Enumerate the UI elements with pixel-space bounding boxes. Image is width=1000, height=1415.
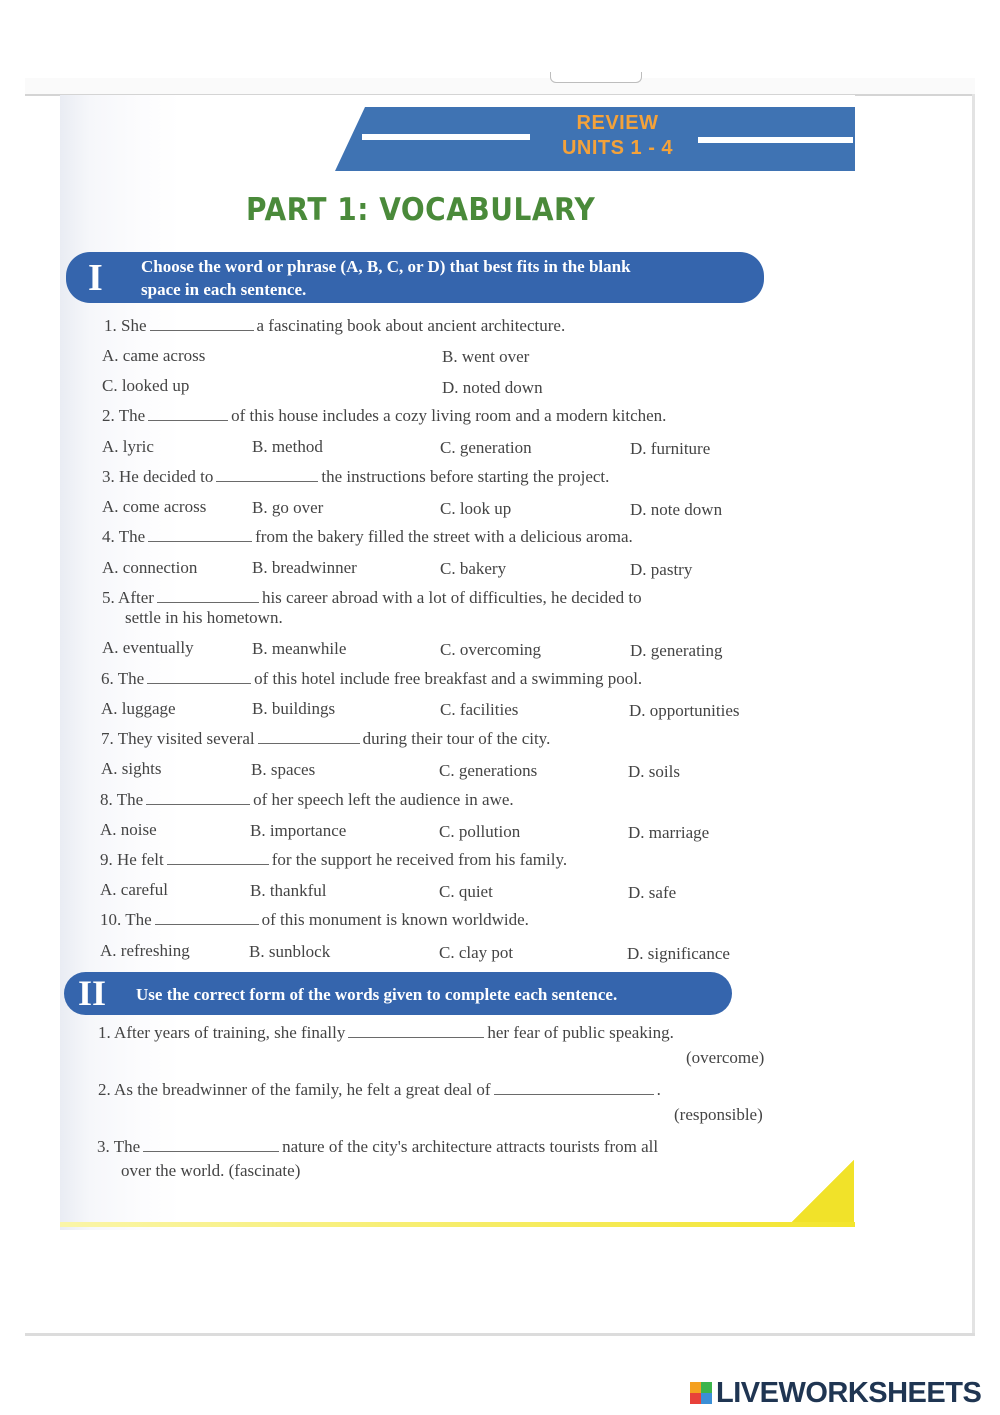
q1-option-b[interactable]: B. went over [442, 347, 530, 366]
s2-question-3-continuation: over the world. (fascinate) [121, 1161, 301, 1180]
page-tab-handle[interactable] [550, 72, 642, 83]
question-7-blank[interactable] [258, 742, 360, 744]
question-10-start: 10. The [100, 910, 152, 929]
s2-question-1-start: 1. After years of training, she finally [98, 1023, 346, 1042]
question-5 [102, 588, 642, 608]
question-5-blank[interactable] [157, 601, 259, 603]
liveworksheets-logo-text: LIVEWORKSHEETS [716, 1376, 982, 1409]
question-9-blank[interactable] [167, 863, 269, 865]
q6-option-c[interactable]: C. facilities [440, 700, 519, 719]
question-2-start: 2. The [102, 406, 146, 425]
q8-option-d[interactable]: D. marriage [628, 823, 710, 842]
s2-question-2-blank[interactable] [494, 1093, 654, 1095]
question-2-blank[interactable] [148, 419, 228, 421]
q6-option-d[interactable]: D. opportunities [629, 701, 740, 720]
q3-option-b[interactable]: B. go over [252, 498, 324, 517]
question-4-blank[interactable] [148, 540, 252, 542]
q9-option-d[interactable]: D. safe [628, 883, 677, 902]
q2-option-d[interactable]: D. furniture [630, 439, 711, 458]
question-1-blank[interactable] [150, 329, 254, 331]
section-2-instruction: Use the correct form of the words given to complete each sentence. [136, 985, 618, 1004]
banner-stripe-right [698, 137, 853, 143]
liveworksheets-logo[interactable] [690, 1375, 981, 1411]
section-1-numeral: I [88, 257, 103, 299]
q5-option-c[interactable]: C. overcoming [440, 640, 542, 659]
question-8 [100, 790, 514, 810]
question-10-blank[interactable] [155, 923, 259, 925]
q6-option-a[interactable]: A. luggage [101, 699, 176, 718]
q2-option-c[interactable]: C. generation [440, 438, 532, 457]
s2-question-2-rest: . [656, 1080, 661, 1099]
s2-question-2 [98, 1080, 661, 1100]
question-9 [100, 850, 567, 870]
question-3-start: 3. He decided to [102, 467, 214, 486]
q7-option-a[interactable]: A. sights [101, 759, 162, 778]
banner-stripe-left [362, 134, 530, 140]
s2-question-3-rest: nature of the city's architecture attracts tourists from all [282, 1137, 659, 1156]
question-8-rest: of her speech left the audience in awe. [253, 790, 514, 809]
q9-option-c[interactable]: C. quiet [439, 882, 493, 901]
question-5-continuation: settle in his hometown. [125, 608, 283, 627]
question-1-rest: a fascinating book about ancient architecture. [256, 316, 566, 335]
q5-option-a[interactable]: A. eventually [102, 638, 194, 657]
question-5-rest: his career abroad with a lot of difficulties, he decided to [261, 588, 642, 607]
question-7 [101, 729, 550, 749]
section-1-instruction-line2: space in each sentence. [141, 280, 307, 299]
q7-option-d[interactable]: D. soils [628, 762, 680, 781]
q4-option-b[interactable]: B. breadwinner [252, 558, 357, 577]
top-toolbar-strip [25, 78, 975, 96]
q10-option-d[interactable]: D. significance [627, 944, 730, 963]
q4-option-a[interactable]: A. connection [102, 558, 198, 577]
yellow-bottom-strip [60, 1222, 855, 1227]
section-1-header [66, 252, 764, 303]
s2-question-2-hint: (responsible) [674, 1105, 763, 1124]
yellow-corner-decoration [788, 1160, 854, 1226]
question-6-blank[interactable] [147, 682, 251, 684]
q4-option-c[interactable]: C. bakery [440, 559, 507, 578]
section-1-instruction [141, 255, 631, 301]
q10-option-c[interactable]: C. clay pot [439, 943, 514, 962]
part-title: PART 1: VOCABULARY [246, 191, 596, 228]
question-8-blank[interactable] [146, 803, 250, 805]
q6-option-b[interactable]: B. buildings [252, 699, 336, 718]
question-5-start: 5. After [102, 588, 154, 607]
question-6-start: 6. The [101, 669, 145, 688]
question-6 [101, 669, 642, 689]
s2-question-3 [97, 1137, 658, 1157]
q7-option-b[interactable]: B. spaces [251, 760, 316, 779]
question-3-rest: the instructions before starting the project. [321, 467, 610, 486]
question-10 [100, 910, 529, 930]
question-2 [102, 406, 666, 426]
s2-question-3-blank[interactable] [143, 1150, 279, 1152]
logo-square-2 [701, 1382, 712, 1393]
question-4-rest: from the bakery filled the street with a delicious aroma. [255, 527, 633, 546]
q5-option-b[interactable]: B. meanwhile [252, 639, 347, 658]
question-9-rest: for the support he received from his family. [271, 850, 568, 869]
question-3 [102, 467, 609, 487]
s2-question-1 [98, 1023, 674, 1043]
question-9-start: 9. He felt [100, 850, 164, 869]
logo-square-4 [701, 1393, 712, 1404]
logo-square-3 [690, 1393, 701, 1404]
banner-title [540, 111, 695, 161]
section-1-instruction-line1: Choose the word or phrase (A, B, C, or D) that best fits in the blank [141, 257, 631, 276]
q2-option-b[interactable]: B. method [252, 437, 323, 456]
question-1 [104, 316, 565, 336]
question-3-blank[interactable] [216, 480, 318, 482]
q5-option-d[interactable]: D. generating [630, 641, 723, 660]
q1-option-a[interactable]: A. came across [102, 346, 206, 365]
q1-option-d[interactable]: D. noted down [442, 378, 543, 397]
q1-option-c[interactable]: C. looked up [102, 376, 190, 395]
q9-option-b[interactable]: B. thankful [250, 881, 327, 900]
section-2-header [64, 972, 732, 1015]
q8-option-c[interactable]: C. pollution [439, 822, 521, 841]
banner-line-units: UNITS 1 - 4 [561, 137, 674, 159]
banner-line-review: REVIEW [576, 112, 659, 134]
q3-option-d[interactable]: D. note down [630, 500, 723, 519]
q4-option-d[interactable]: D. pastry [630, 560, 693, 579]
section-2-numeral: II [78, 973, 107, 1013]
q3-option-a[interactable]: A. come across [102, 497, 207, 516]
bottom-divider [25, 1333, 975, 1336]
question-7-start: 7. They visited several [101, 729, 255, 748]
question-4 [102, 527, 633, 547]
s2-question-2-start: 2. As the breadwinner of the family, he felt a great deal of [98, 1080, 491, 1099]
q10-option-a[interactable]: A. refreshing [100, 941, 190, 960]
q9-option-a[interactable]: A. careful [100, 880, 168, 899]
q8-option-a[interactable]: A. noise [100, 820, 157, 839]
question-2-rest: of this house includes a cozy living room and a modern kitchen. [231, 406, 667, 425]
q7-option-c[interactable]: C. generations [439, 761, 538, 780]
q3-option-c[interactable]: C. look up [440, 499, 512, 518]
logo-square-1 [690, 1382, 701, 1393]
question-8-start: 8. The [100, 790, 144, 809]
s2-question-3-start: 3. The [97, 1137, 141, 1156]
question-6-rest: of this hotel include free breakfast and a swimming pool. [254, 669, 643, 688]
s2-question-1-blank[interactable] [348, 1036, 484, 1038]
question-10-rest: of this monument is known worldwide. [261, 910, 529, 929]
liveworksheets-logo-icon [690, 1382, 712, 1404]
scroll-edge [972, 94, 975, 1334]
s2-question-1-hint: (overcome) [686, 1048, 765, 1067]
question-4-start: 4. The [102, 527, 146, 546]
s2-question-1-rest: her fear of public speaking. [487, 1023, 674, 1042]
q2-option-a[interactable]: A. lyric [102, 437, 154, 456]
q10-option-b[interactable]: B. sunblock [249, 942, 331, 961]
question-1-start: 1. She [104, 316, 147, 335]
question-7-rest: during their tour of the city. [362, 729, 551, 748]
q8-option-b[interactable]: B. importance [250, 821, 347, 840]
